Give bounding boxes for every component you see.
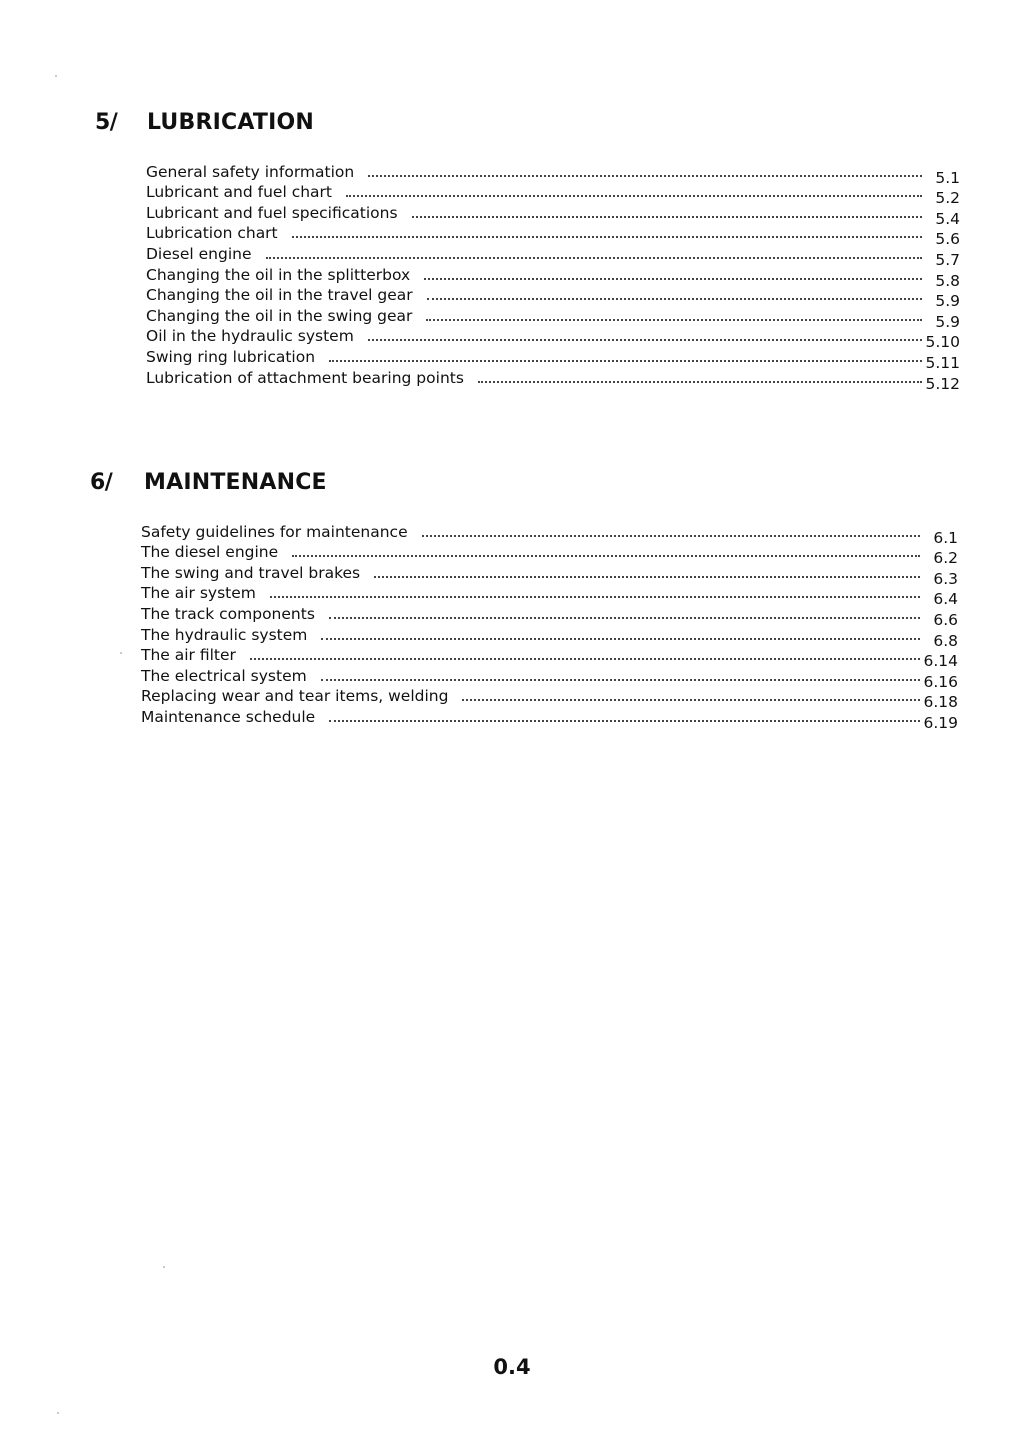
dot-leader (346, 195, 922, 197)
dot-leader (462, 699, 920, 701)
toc-entry-page: 5.1 (935, 168, 960, 187)
toc-entry-label: The track components (141, 604, 315, 623)
toc-list (141, 520, 958, 732)
section-number: 6/ (90, 470, 113, 495)
toc-entry-page: 6.18 (923, 693, 958, 712)
dot-leader (329, 360, 922, 362)
toc-entry-page: 5.9 (935, 292, 960, 311)
dot-leader (321, 679, 920, 681)
toc-entry[interactable] (141, 664, 958, 691)
dot-leader (374, 576, 920, 578)
toc-entry-label: The air filter (141, 646, 236, 665)
toc-entry-page: 6.14 (923, 652, 958, 671)
dot-leader (292, 555, 920, 557)
toc-entry-label: The swing and travel brakes (141, 563, 361, 582)
toc-entry[interactable] (146, 366, 960, 393)
dot-leader (368, 339, 922, 341)
toc-entry-label: Oil in the hydraulic system (146, 327, 354, 346)
toc-entry-page: 6.6 (933, 610, 958, 629)
toc-entry-page: 5.9 (935, 312, 960, 331)
scan-speck (120, 652, 122, 654)
dot-leader (426, 319, 922, 321)
toc-entry-label: Changing the oil in the travel gear (146, 286, 413, 305)
toc-entry-label: The electrical system (141, 666, 307, 685)
toc-entry[interactable] (146, 284, 960, 311)
toc-entry[interactable] (146, 222, 960, 249)
toc-entry-label: Replacing wear and tear items, welding (141, 687, 449, 706)
dot-leader (412, 216, 922, 218)
toc-entry-label: Lubricant and fuel chart (146, 183, 332, 202)
dot-leader (266, 257, 923, 259)
toc-entry-page: 5.12 (925, 374, 960, 393)
toc-entry-page: 5.6 (935, 230, 960, 249)
toc-entry-page: 6.16 (923, 672, 958, 691)
toc-entry[interactable] (141, 582, 958, 609)
toc-entry-label: General safety information (146, 162, 355, 181)
toc-entry-label: The diesel engine (141, 543, 279, 562)
toc-entry-page: 5.7 (935, 250, 960, 269)
scan-speck (57, 1412, 59, 1414)
toc-entry-label: Lubrication chart (146, 224, 278, 243)
toc-entry[interactable] (146, 160, 960, 187)
dot-leader (270, 596, 920, 598)
toc-entry-page: 6.4 (933, 590, 958, 609)
toc-entry[interactable] (146, 263, 960, 290)
toc-entry-label: Swing ring lubrication (146, 347, 316, 366)
toc-entry-page: 6.3 (933, 569, 958, 588)
toc-entry-label: Safety guidelines for maintenance (141, 522, 408, 541)
page-number: 0.4 (493, 1355, 531, 1379)
dot-leader (368, 175, 922, 177)
toc-entry-page: 5.10 (925, 333, 960, 352)
toc-entry[interactable] (146, 304, 960, 331)
toc-entry[interactable] (141, 541, 958, 568)
toc-entry[interactable] (141, 602, 958, 629)
dot-leader (250, 658, 920, 660)
toc-entry-label: Lubrication of attachment bearing points (146, 368, 464, 387)
section-number: 5/ (95, 110, 118, 135)
toc-entry-label: Lubricant and fuel specifications (146, 203, 398, 222)
dot-leader (422, 535, 920, 537)
dot-leader (427, 298, 922, 300)
toc-entry[interactable] (141, 705, 958, 732)
toc-entry-label: The hydraulic system (141, 625, 308, 644)
toc-entry-page: 5.2 (935, 189, 960, 208)
dot-leader (329, 720, 920, 722)
toc-entry[interactable] (146, 201, 960, 228)
toc-entry-page: 6.8 (933, 631, 958, 650)
dot-leader (424, 278, 922, 280)
toc-entry-label: The air system (141, 584, 256, 603)
dot-leader (321, 638, 920, 640)
toc-entry-page: 6.2 (933, 549, 958, 568)
scan-speck (55, 75, 57, 77)
dot-leader (329, 617, 920, 619)
toc-entry-label: Diesel engine (146, 244, 252, 263)
dot-leader (478, 381, 922, 383)
section-title: LUBRICATION (147, 110, 314, 135)
toc-list (146, 160, 960, 393)
toc-entry-page: 5.8 (935, 271, 960, 290)
toc-entry-label: Changing the oil in the splitterbox (146, 265, 411, 284)
toc-entry[interactable] (141, 623, 958, 650)
dot-leader (292, 236, 922, 238)
toc-entry[interactable] (146, 242, 960, 269)
toc-entry[interactable] (141, 520, 958, 547)
toc-entry[interactable] (141, 685, 958, 712)
toc-entry-page: 6.19 (923, 713, 958, 732)
scan-speck (163, 1266, 165, 1268)
toc-entry-page: 5.11 (925, 353, 960, 372)
toc-entry-page: 6.1 (933, 528, 958, 547)
toc-entry-label: Changing the oil in the swing gear (146, 306, 413, 325)
toc-entry[interactable] (146, 181, 960, 208)
toc-entry[interactable] (141, 561, 958, 588)
toc-entry-page: 5.4 (935, 209, 960, 228)
section-title: MAINTENANCE (144, 470, 327, 495)
toc-entry[interactable] (146, 345, 960, 372)
toc-entry[interactable] (141, 644, 958, 671)
toc-entry-label: Maintenance schedule (141, 707, 316, 726)
toc-entry[interactable] (146, 325, 960, 352)
